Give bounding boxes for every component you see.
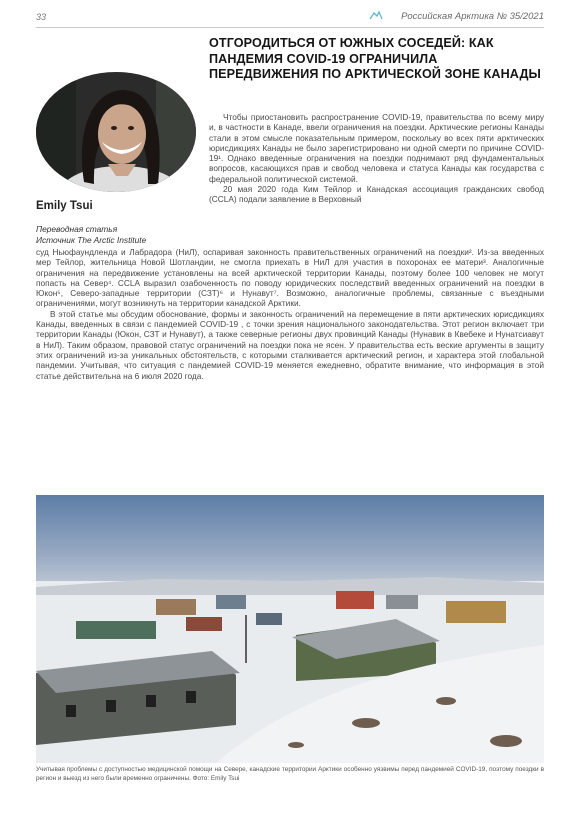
page-number: 33 bbox=[36, 12, 47, 22]
paragraph: 20 мая 2020 года Ким Тейлор и Канадская ассоциация гражданских свобод (CCLA) подали заявление в Верховный bbox=[209, 184, 544, 205]
article-meta bbox=[36, 224, 146, 246]
paragraph: Чтобы приостановить распространение COVID-19, правительства по всему миру и, в частности в Канаде, ввели ограничения на поездки. Арктические регионы Канады стали в этом смысле показательным примером, поскольку во всех пяти арктических юрисдикциях Канады не было зарегистрировано ни одной смерти по причине COVID-19¹. Однако введенные ограничения на поездки поднимают ряд фундаментальных вопросов, касающихся прав и свобод человека и статуса Канады как государства с федеральной политической системой. bbox=[209, 112, 544, 184]
photo-caption: Учитывая проблемы с доступностью медицинской помощи на Севере, канадские территории Арктики особенно уязвимы перед пандемией COVID-19, поэтому поездки в регион и выезд из него были временно ограничены. Фото: Emily Tsui bbox=[36, 766, 544, 782]
paragraph: В этой статье мы обсудим обоснование, формы и законность ограничений на перемещение в пяти арктических юрисдикциях Канады, введенных в связи с пандемией COVID-19 , с точки зрения национального законодательства. Этот регион включает три территории Канады (Юкон, СЗТ и Нунавут), а также северные регионы двух провинций Канады (Нунавик в Квебеке и Нунатсиавут в НиЛ). Таким образом, правовой статус ограничений на поездки пока не ясен. У правительства есть веские аргументы в защиту этих ограничений из-за уникальных обстоятельств, с которыми сталкивается арктический регион, и характера этой глобальной пандемии. Учитывая, что ситуация с пандемией COVID-19 меняется ежедневно, обратите внимание, что информация в этой статье действительна на 6 июля 2020 года. bbox=[36, 308, 544, 381]
header-divider bbox=[36, 27, 544, 28]
article-body-narrow bbox=[209, 112, 544, 205]
arctic-logo-icon bbox=[369, 10, 383, 20]
page-header bbox=[36, 8, 544, 28]
translated-article-label: Переводная статья bbox=[36, 224, 118, 234]
article-title: ОТГОРОДИТЬСЯ ОТ ЮЖНЫХ СОСЕДЕЙ: КАК ПАНДЕМИЯ COVID-19 ОГРАНИЧИЛА ПЕРЕДВИЖЕНИЯ ПО АРКТИЧЕСКОЙ ЗОНЕ КАНАДЫ bbox=[209, 36, 541, 82]
journal-title: Российская Арктика № 35/2021 bbox=[401, 11, 544, 22]
source-label: Источник The Arctic Institute bbox=[36, 235, 147, 245]
article-body-wide bbox=[36, 247, 544, 381]
author-name: Emily Tsui bbox=[36, 200, 93, 212]
paragraph: суд Ньюфаундленда и Лабрадора (НиЛ), оспаривая законность правительственных ограничений на поездки². Из-за введенных мер Тейлор, жительница Новой Шотландии, не смогла приехать в НиЛ для участия в похоронах ее матери³. Аналогичные ограничения на передвижение установлены на всей арктической территории Канады, поэтому более 100 человек не могут попасть на Север⁴. CCLA выразил озабоченность по поводу юридических последствий введенных ограничений на поездки в Юкон⁵, Северо-западные территории (СЗТ)⁶ и Нунавут⁷. Возможно, аналогичные проблемы, связанные с въездными ограничениями, могут возникнуть на территории канадской Арктики. bbox=[36, 247, 544, 309]
author-portrait bbox=[36, 72, 196, 192]
arctic-town-photo bbox=[36, 495, 544, 763]
